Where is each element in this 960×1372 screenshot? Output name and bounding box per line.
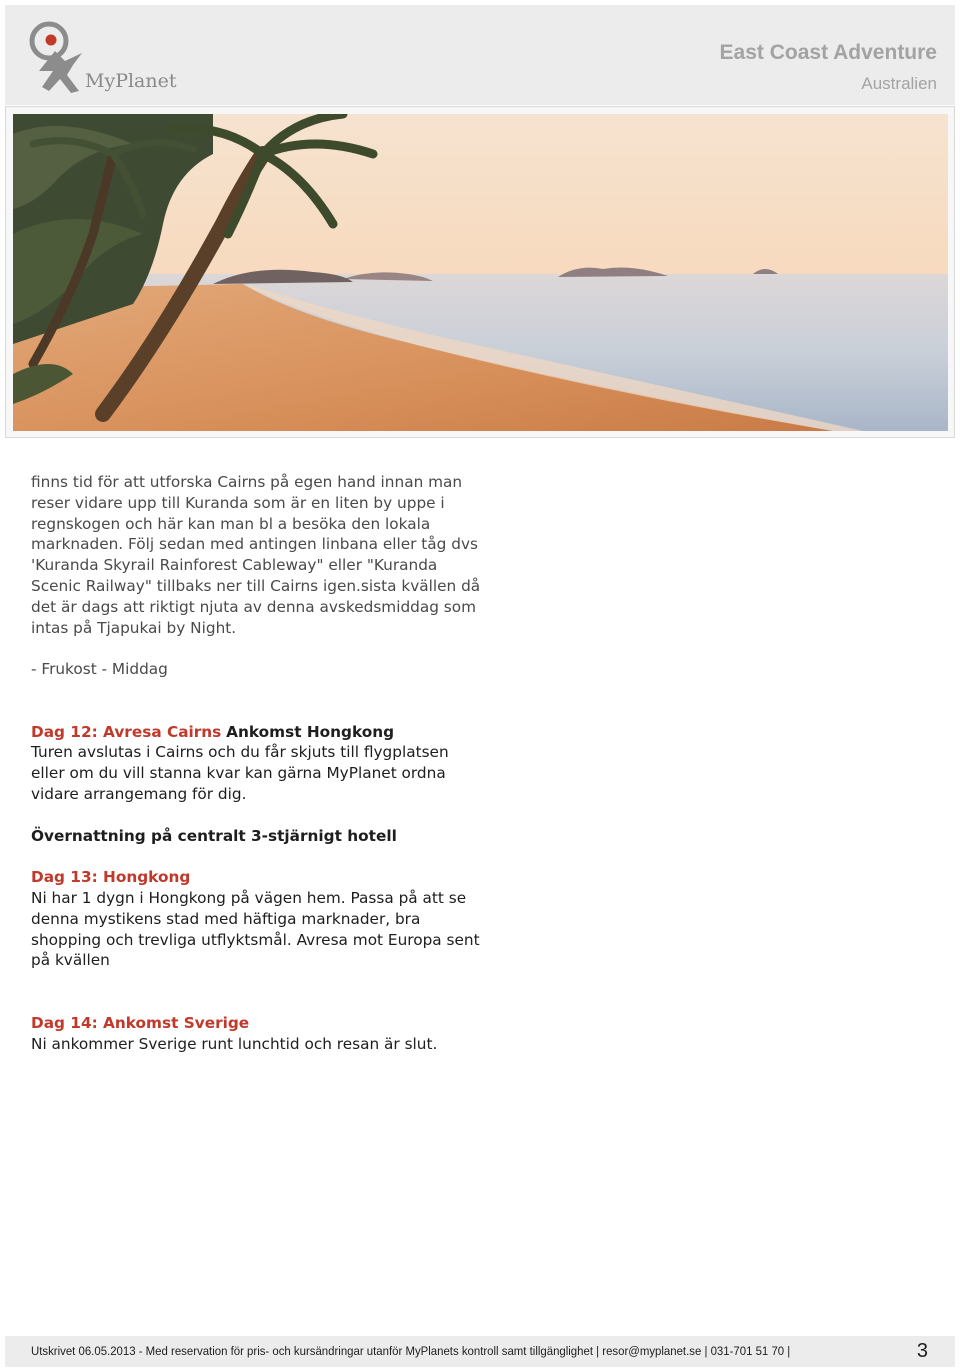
intro-paragraph-part-b: sista kvällen då det är dags att riktigt njuta av denna avskedsmiddag som intas på Tjapukai by Night. [31, 576, 481, 637]
page-number: 3 [916, 1340, 928, 1362]
page-footer [5, 1336, 955, 1367]
itinerary-content [31, 472, 481, 1054]
day13-heading: Dag 13: Hongkong [31, 868, 191, 887]
day12-heading-suffix: Ankomst Hongkong [226, 722, 395, 741]
page-header [5, 5, 955, 105]
logo-wordmark: MyPlanet [85, 70, 177, 92]
day12-heading [31, 722, 481, 743]
day12-text: Turen avslutas i Cairns och du får skjuts till flygplatsen eller om du vill stanna kvar kan gärna MyPlanet ordna vidare arrangemang för dig. [31, 743, 449, 803]
intro-paragraph-part-a: finns tid för att utforska Cairns på egen hand innan man reser vidare upp till Kuranda som är en liten by uppe i regnskogen och här kan man bl a besöka den lokala marknaden. Följ sedan med antingen linbana eller tåg dvs 'Kuranda Skyrail Rainforest Cableway" eller "Kuranda Scenic Railway" tillbaks ner till Cairns igen. [31, 473, 478, 595]
intro-paragraph [31, 472, 481, 638]
day12-accommodation: Övernattning på centralt 3-stjärnigt hotell [31, 826, 397, 845]
photo-frame [5, 106, 955, 438]
meals-line: - Frukost - Middag [31, 660, 168, 679]
day12-heading-title: Dag 12: Avresa Cairns [31, 722, 222, 741]
day13-text: Ni har 1 dygn i Hongkong på vägen hem. Passa på att se denna mystikens stad med häftiga marknader, bra shopping och trevliga utflyktsmål. Avresa mot Europa sent på kvällen [31, 888, 480, 970]
page-subtitle: Australien [861, 74, 937, 93]
page-title: East Coast Adventure [719, 41, 937, 64]
beach-palm-photo [13, 114, 948, 431]
day14-heading: Dag 14: Ankomst Sverige [31, 1013, 250, 1032]
day14-text: Ni ankommer Sverige runt lunchtid och resan är slut. [31, 1034, 438, 1053]
footer-text: Utskrivet 06.05.2013 - Med reservation för pris- och kursändringar utanför MyPlanets kontroll samt tillgänglighet | resor@myplanet.se | 031-701 51 70 | [31, 1344, 791, 1358]
